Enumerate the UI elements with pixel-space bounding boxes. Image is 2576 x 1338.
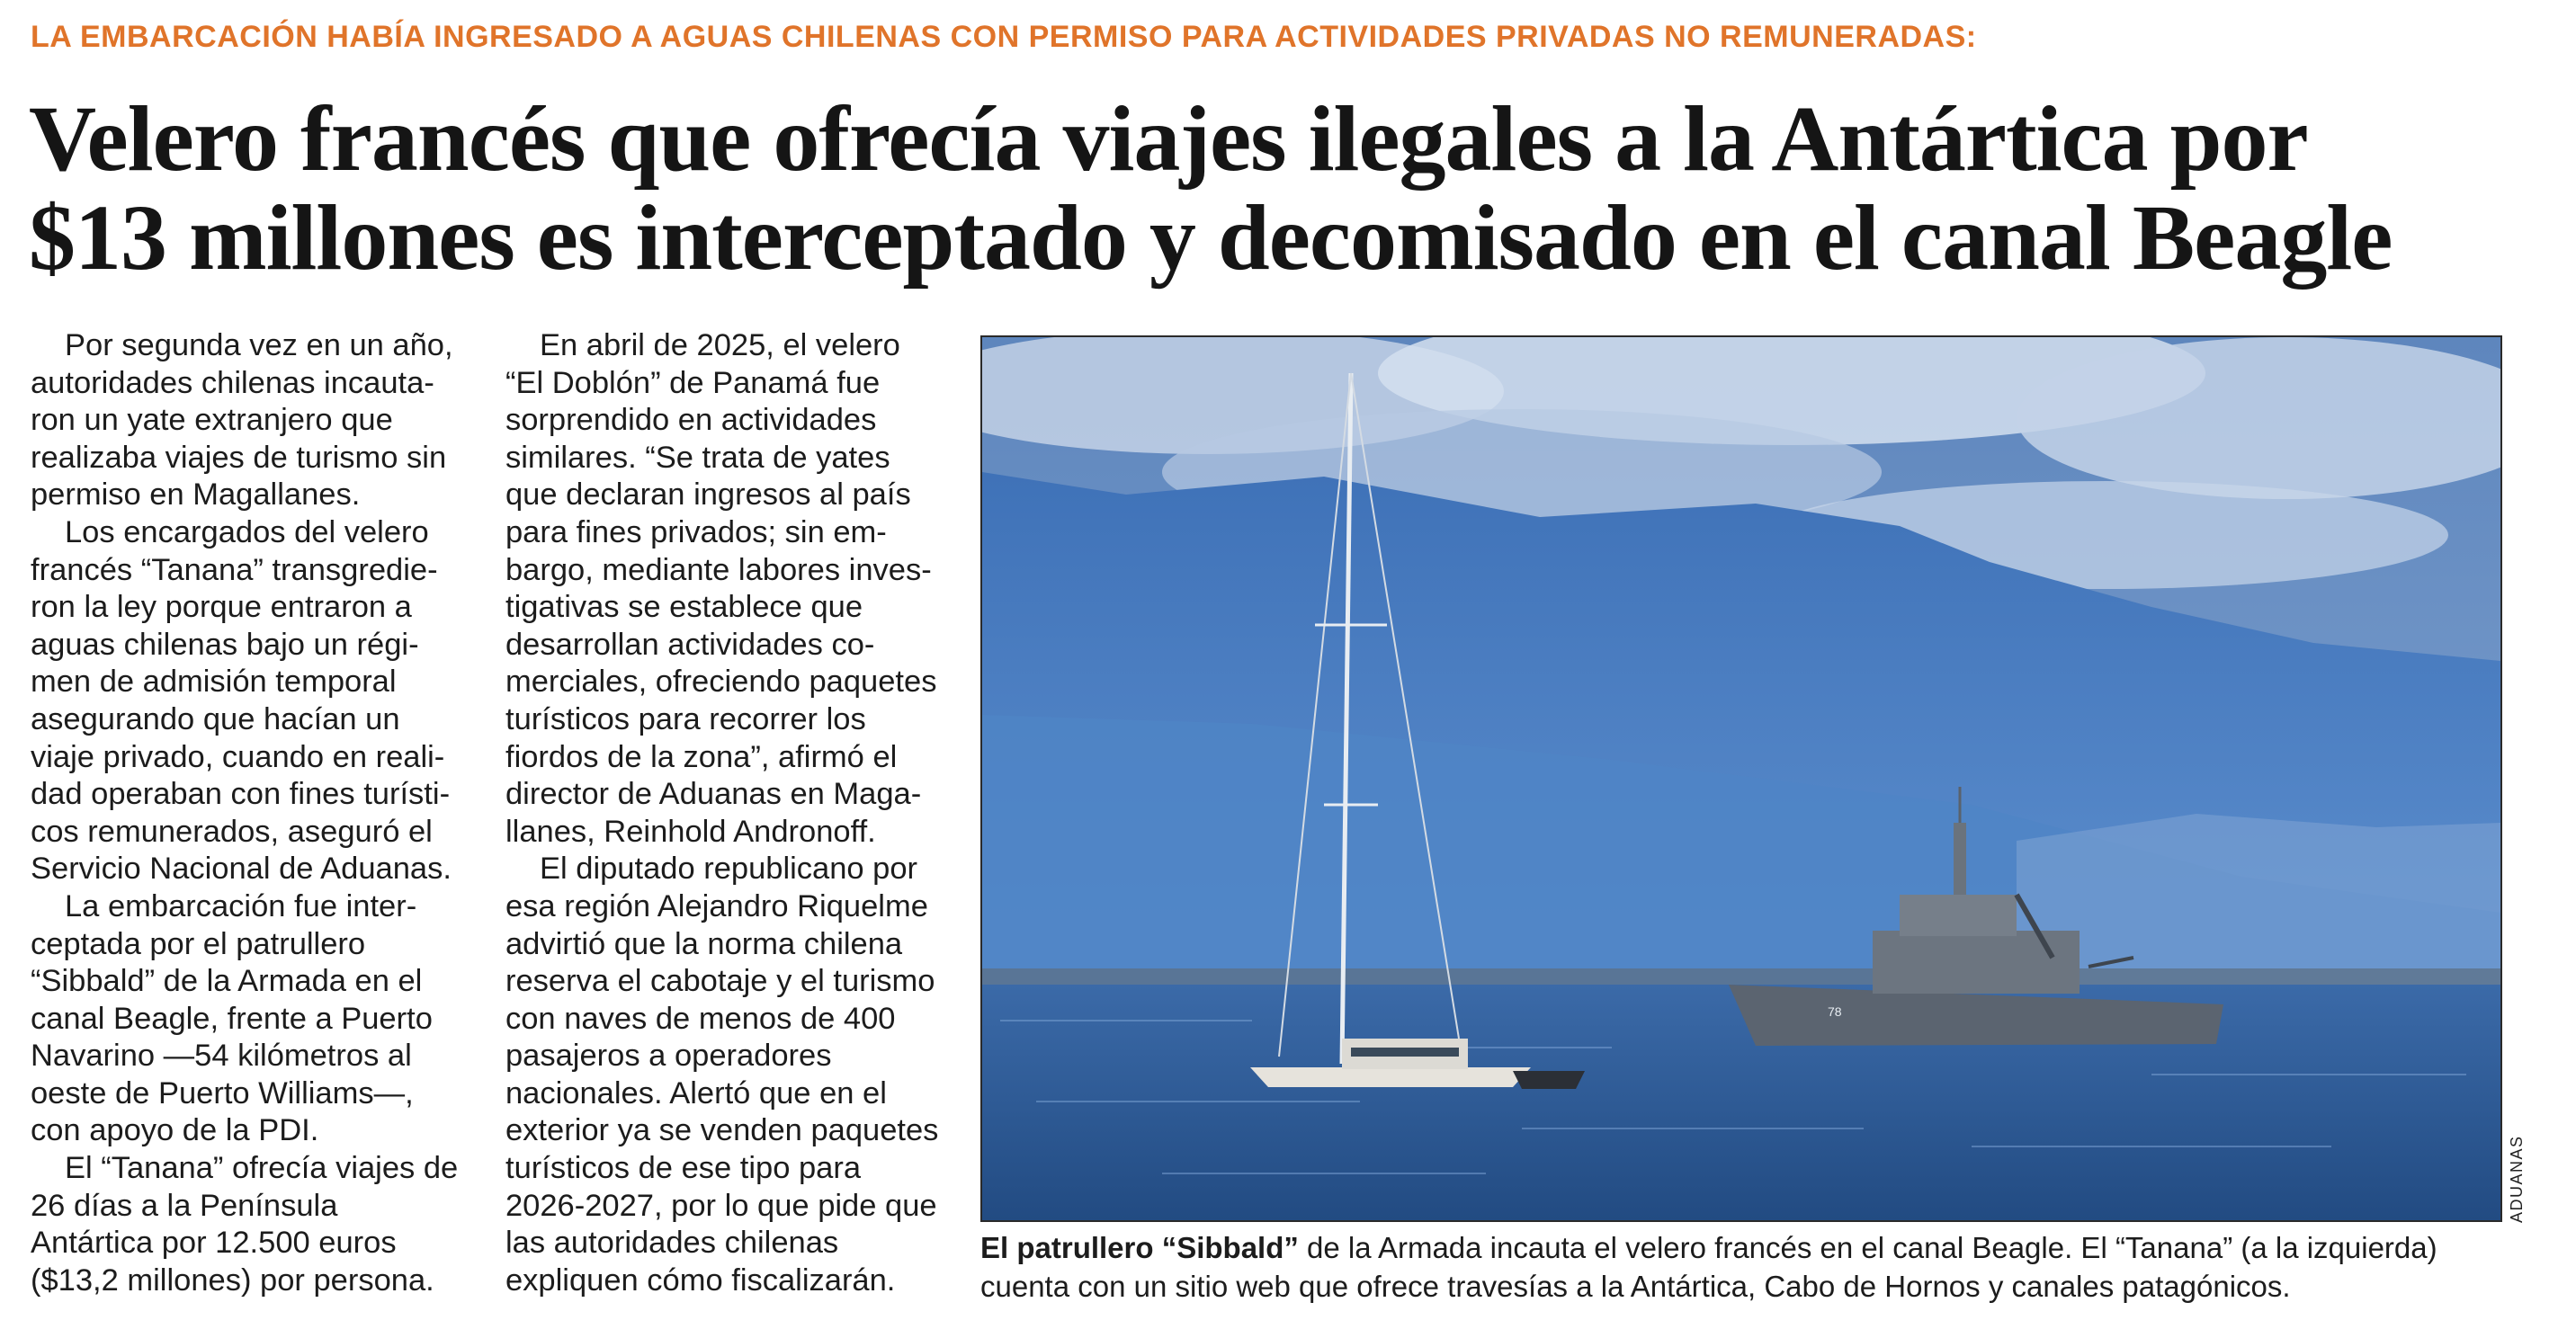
photo-credit: ADUANAS [2508,1135,2526,1223]
column1-paragraph-2: Los encargados del velero francés “Tanana” transgredieron la ley porque entraron a aguas chilenas bajo un régimen de admisión temporal asegurando que hacían un viaje privado, cuando en realidad operaban con fines turísticos remunerados, aseguró el Servicio Nacional de Aduanas. [31,514,452,887]
article-column-1 [31,327,466,1299]
headline-line-1: Velero francés que ofrecía viajes ilegales a la Antártica por [29,87,2308,191]
article-column-2 [505,327,941,1299]
column2-paragraph-1: En abril de 2025, el velero “El Doblón” de Panamá fue sorprendido en actividades similares. “Se trata de yates que declaran ingresos al país para fines privados; sin embargo, mediante labores investigativas se establece que desarrollan actividades comerciales, ofreciendo paquetes turísticos para recorrer los fiordos de la zona”, afirmó el director de Aduanas en Magallanes, Reinhold Andronoff. [505,328,937,849]
hull-number: 78 [1828,1004,1842,1019]
column1-paragraph-4: El “Tanana” ofrecía viajes de 26 días a la Península Antártica por 12.500 euros ($13,2 millones) por persona. [31,1151,459,1298]
caption-lead: El patrullero “Sibbald” [980,1231,1299,1264]
column1-paragraph-3: La embarcación fue interceptada por el patrullero “Sibbald” de la Armada en el canal Beagle, frente a Puerto Navarino —54 kilómetros al oeste de Puerto Williams—, con apoyo de la PDI. [31,888,433,1148]
article-kicker: LA EMBARCACIÓN HABÍA INGRESADO A AGUAS CHILENAS CON PERMISO PARA ACTIVIDADES PRIVADAS NO REMUNERADAS: [31,20,1977,54]
column1-paragraph-1: Por segunda vez en un año, autoridades chilenas incautaron un yate extranjero que realizaba viajes de turismo sin permiso en Magallanes. [31,328,453,513]
headline-line-2: $13 millones es interceptado y decomisado en el canal Beagle [29,186,2393,290]
column2-paragraph-2: El diputado republicano por esa región Alejandro Riquelme advirtió que la norma chilena reserva el cabotaje y el turismo con naves de menos de 400 pasajeros a operadores nacionales. Alertó que en el exterior ya se venden paquetes turísticos de ese tipo para 2026-2027, por lo que pide que las autoridades chilenas expliquen cómo fiscalizarán. [505,852,939,1298]
news-photo [980,335,2502,1222]
article-headline [29,87,2511,290]
photo-caption [980,1228,2509,1306]
caption-body: de la Armada incauta el velero francés en el canal Beagle. El “Tanana” (a la izquierda) cuenta con un sitio web que ofrece travesías a la Antártica, Cabo de Hornos y canales patagónicos. [980,1231,2437,1303]
